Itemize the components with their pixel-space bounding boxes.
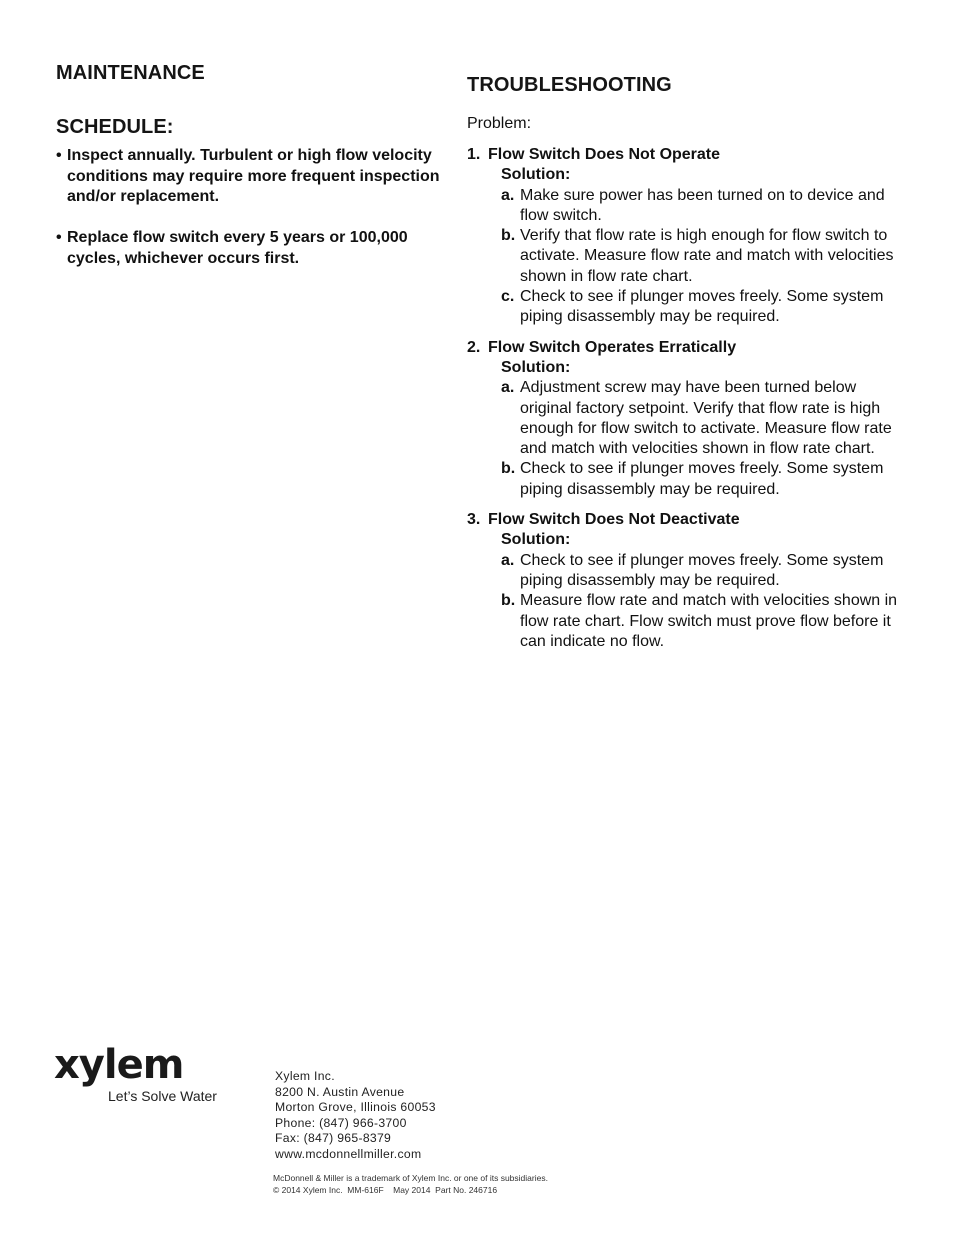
problem-title bbox=[467, 510, 907, 530]
copyright-text: © 2014 Xylem Inc. MM-616F May 2014 Part No. 246716 bbox=[273, 1184, 498, 1195]
solution-step bbox=[467, 186, 907, 227]
problem-title-text: Flow Switch Does Not Operate bbox=[488, 146, 721, 163]
step-letter: b. bbox=[501, 227, 516, 245]
step-text: Check to see if plunger moves freely. Some system piping disassembly may be required. bbox=[520, 460, 884, 498]
solution-label: Solution: bbox=[501, 531, 571, 549]
solution-label: Solution: bbox=[501, 166, 571, 184]
address-line: Xylem Inc. bbox=[275, 1069, 335, 1083]
problem-number: 2. bbox=[467, 338, 481, 356]
step-letter: a. bbox=[501, 379, 515, 397]
problem-title-text: Flow Switch Operates Erratically bbox=[488, 338, 737, 356]
problem-label: Problem: bbox=[467, 115, 532, 132]
step-letter: a. bbox=[501, 551, 515, 569]
bullet-icon: • bbox=[56, 147, 62, 164]
problem-title-text: Flow Switch Does Not Deactivate bbox=[488, 511, 740, 529]
problem-title bbox=[467, 145, 907, 165]
solution-step bbox=[467, 226, 907, 287]
bullet-text: Inspect annually. Turbulent or high flow velocity conditions may require more frequent inspection and/or replacement. bbox=[67, 147, 440, 205]
step-text: Make sure power has been turned on to device and flow switch. bbox=[520, 186, 885, 224]
step-text: Check to see if plunger moves freely. Some system piping disassembly may be required. bbox=[520, 288, 884, 326]
solution-step bbox=[467, 287, 907, 328]
bullet-icon: • bbox=[56, 229, 62, 246]
solution-label: Solution: bbox=[501, 358, 571, 376]
troubleshooting-title: TROUBLESHOOTING bbox=[467, 74, 672, 96]
logo-text: xylem bbox=[54, 1045, 184, 1088]
problem-title bbox=[467, 338, 907, 358]
solution-step bbox=[467, 591, 907, 652]
step-text: Measure flow rate and match with velocities shown in flow rate chart. Flow switch must prove flow before it can indicate no flow. bbox=[520, 592, 898, 650]
tagline: Let’s Solve Water bbox=[108, 1088, 217, 1104]
maintenance-bullet bbox=[56, 146, 446, 208]
troubleshooting-list bbox=[467, 145, 907, 662]
problem-number: 3. bbox=[467, 511, 481, 529]
address-line: Phone: (847) 966-3700 bbox=[275, 1115, 407, 1130]
step-letter: c. bbox=[501, 288, 515, 306]
problem-item bbox=[467, 338, 907, 500]
maintenance-title: MAINTENANCE bbox=[56, 62, 205, 84]
xylem-logo bbox=[54, 1045, 194, 1091]
bullet-text: Replace flow switch every 5 years or 100,000 cycles, whichever occurs first. bbox=[67, 229, 408, 267]
step-letter: a. bbox=[501, 186, 515, 204]
address-line: Fax: (847) 965-8379 bbox=[275, 1131, 392, 1146]
solution-step bbox=[467, 378, 907, 459]
solution-step bbox=[467, 551, 907, 592]
problem-item bbox=[467, 510, 907, 652]
address-line: Morton Grove, Illinois 60053 bbox=[275, 1100, 436, 1115]
legal-notice bbox=[273, 1173, 548, 1196]
problem-number: 1. bbox=[467, 146, 481, 163]
step-letter: b. bbox=[501, 592, 516, 610]
address-line: 8200 N. Austin Avenue bbox=[275, 1084, 405, 1099]
problem-item bbox=[467, 145, 907, 328]
schedule-title: SCHEDULE: bbox=[56, 116, 174, 138]
step-text: Check to see if plunger moves freely. Some system piping disassembly may be required. bbox=[520, 551, 884, 589]
step-text: Verify that flow rate is high enough for flow switch to activate. Measure flow rate and match with velocities shown in flow rate chart. bbox=[520, 227, 894, 285]
company-address bbox=[275, 1069, 436, 1163]
website-link[interactable]: www.mcdonnellmiller.com bbox=[275, 1146, 422, 1161]
trademark-text: McDonnell & Miller is a trademark of Xylem Inc. or one of its subsidiaries. bbox=[273, 1173, 548, 1183]
solution-step bbox=[467, 459, 907, 500]
maintenance-bullet-list bbox=[56, 146, 446, 290]
step-text: Adjustment screw may have been turned below original factory setpoint. Verify that flow rate is high enough for flow switch to activate. Measure flow rate and match with velocities shown in flow rate chart. bbox=[520, 379, 892, 458]
step-letter: b. bbox=[501, 460, 516, 478]
maintenance-bullet bbox=[56, 228, 446, 269]
